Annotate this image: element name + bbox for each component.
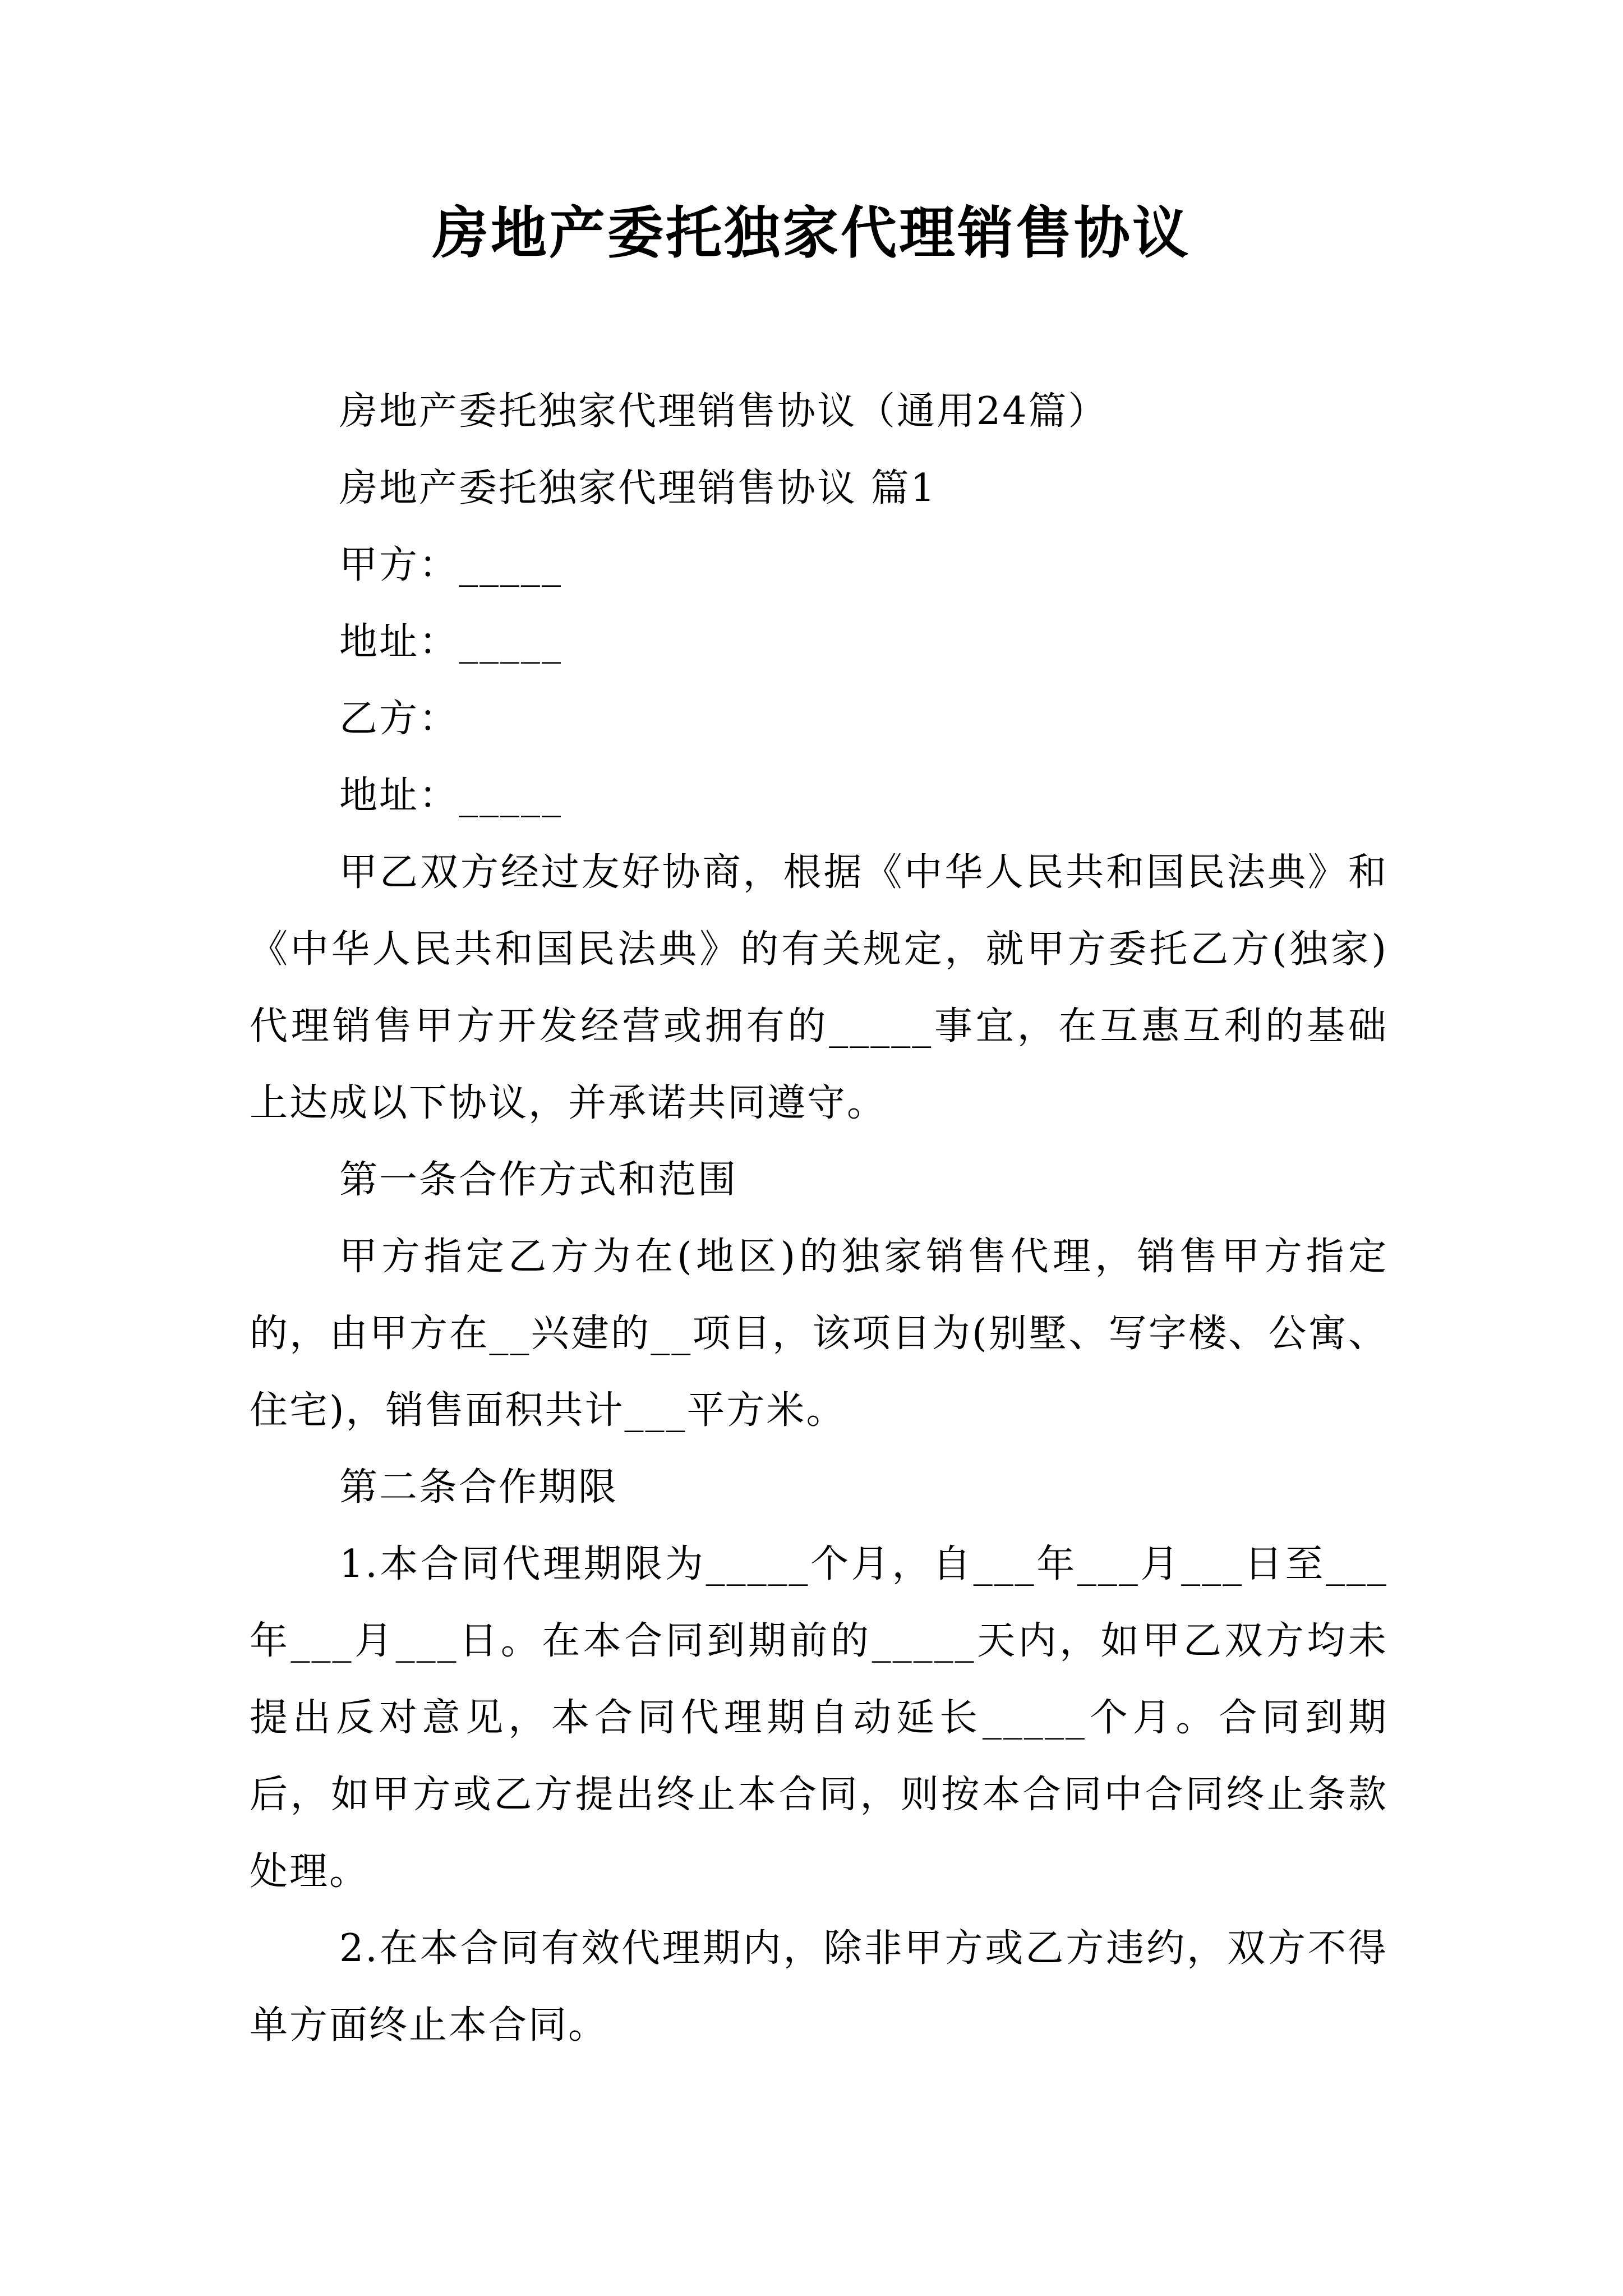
document-subtitle: 房地产委托独家代理销售协议（通用24篇） [339,389,1108,434]
article2-title: 第二条合作期限 [339,1465,619,1510]
preamble-paragraph: 甲乙双方经过友好协商，根据《中华人民共和国民法典》和《中华人民共和国民法典》的有关规定，就甲方委托乙方(独家)代理销售甲方开发经营或拥有的_____事宜，在互惠互利的基础上达成以下协议，并承诺共同遵守。 [250,850,1388,1125]
article2-item2: 2.在本合同有效代理期内，除非甲方或乙方违约，双方不得单方面终止本合同。 [250,1926,1388,2047]
address-b-line [250,757,1388,834]
address-b-label: 地址： [339,774,459,818]
party-b-label: 乙方： [339,697,459,741]
party-a-blank: _____ [459,543,563,587]
document-title: 房地产委托独家代理销售协议 [432,200,1191,266]
article1-body: 甲方指定乙方为在(地区)的独家销售代理，销售甲方指定的，由甲方在__兴建的__项目，该项目为(别墅、写字楼、公寓、住宅)，销售面积共计___平方米。 [250,1235,1388,1433]
document-body [250,373,1388,2064]
party-a-label: 甲方： [339,543,459,587]
address-a-line [250,604,1388,680]
party-b-line [250,680,1388,757]
address-b-blank: _____ [459,774,563,818]
address-a-label: 地址： [339,620,459,664]
article1-title: 第一条合作方式和范围 [339,1158,738,1202]
address-a-blank: _____ [459,620,563,664]
party-a-line [250,527,1388,604]
article2-item1: 1.本合同代理期限为_____个月，自___年___月___日至___年___月___日。在本合同到期前的_____天内，如甲乙双方均未提出反对意见，本合同代理期自动延长_____个月。合同到期后，如甲方或乙方提出终止本合同，则按本合同中合同终止条款处理。 [250,1542,1388,1894]
section-heading: 房地产委托独家代理销售协议 篇1 [339,466,937,510]
